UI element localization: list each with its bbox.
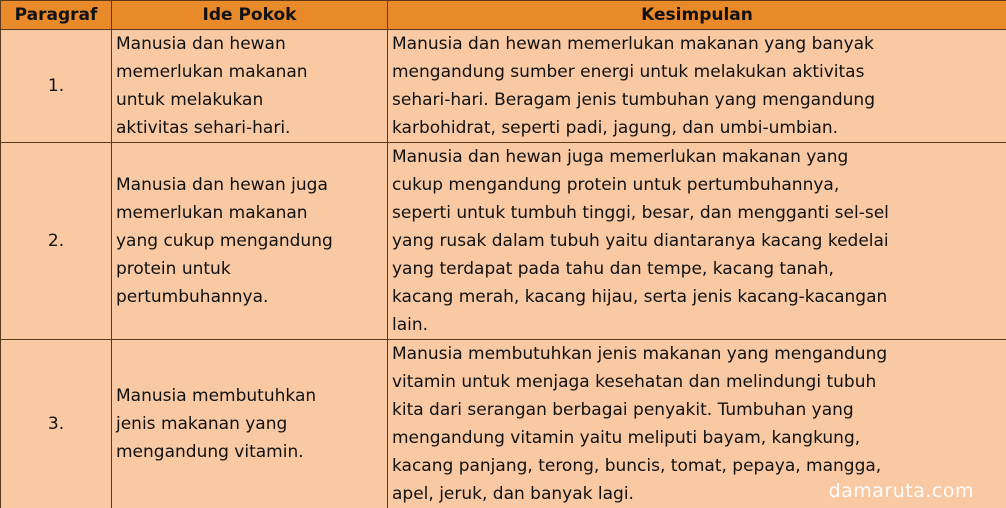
kesimpulan-cell: Manusia dan hewan memerlukan makanan yang banyak mengandung sumber energi untuk melakukan aktivitas sehari-hari. Beragam jenis tumbuhan yang mengandung karbohidrat, seperti padi, jagung, dan umbi-umbian. xyxy=(388,30,1006,143)
header-paragraf: Paragraf xyxy=(1,1,112,30)
header-ide-pokok: Ide Pokok xyxy=(112,1,388,30)
paragraf-number: 3. xyxy=(1,340,112,508)
paragraf-number: 1. xyxy=(1,30,112,143)
kesimpulan-cell: Manusia dan hewan juga memerlukan makanan yang cukup mengandung protein untuk pertumbuhannya, seperti untuk tumbuh tinggi, besar, dan mengganti sel-sel yang rusak dalam tubuh yaitu diantaranya kacang kedelai yang terdapat pada tahu dan tempe, kacang tanah, kacang merah, kacang hijau, serta jenis kacang-kacangan lain. xyxy=(388,143,1006,340)
ide-pokok-cell: Manusia dan hewan memerlukan makanan untuk melakukan aktivitas sehari-hari. xyxy=(112,30,388,143)
header-row xyxy=(1,1,1006,30)
ide-pokok-cell: Manusia dan hewan juga memerlukan makanan yang cukup mengandung protein untuk pertumbuhannya. xyxy=(112,143,388,340)
ide-pokok-cell: Manusia membutuhkan jenis makanan yang mengandung vitamin. xyxy=(112,340,388,508)
watermark-text: damaruta.com xyxy=(828,480,974,502)
header-kesimpulan: Kesimpulan xyxy=(388,1,1006,30)
kesimpulan-cell: Manusia membutuhkan jenis makanan yang mengandung vitamin untuk menjaga kesehatan dan melindungi tubuh kita dari serangan berbagai penyakit. Tumbuhan yang mengandung vitamin yaitu meliputi bayam, kangkung, kacang panjang, terong, buncis, tomat, pepaya, mangga, apel, jeruk, dan banyak lagi. xyxy=(388,340,1006,508)
table-row xyxy=(1,30,1006,143)
paragraf-number: 2. xyxy=(1,143,112,340)
table-row xyxy=(1,143,1006,340)
